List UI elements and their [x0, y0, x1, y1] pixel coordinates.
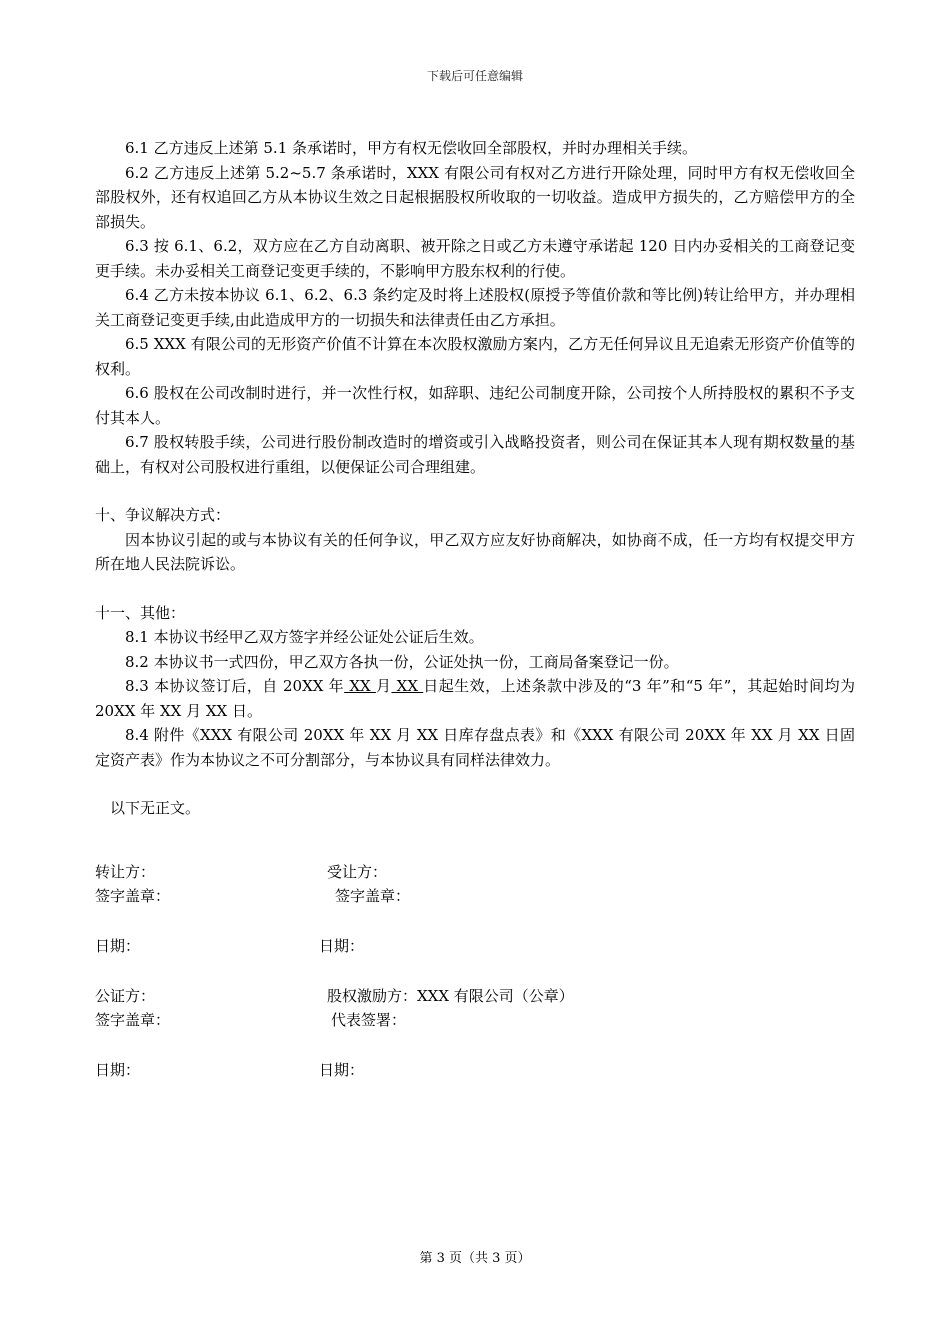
- incentive-party-label: 股权激励方：XXX 有限公司（公章）: [327, 987, 574, 1005]
- notary-date: 日期：: [95, 1061, 141, 1079]
- clause-6-3: 6.3 按 6.1、6.2，双方应在乙方自动离职、被开除之日或乙方未遵守承诺起 120 日内办妥相关的工商登记变更手续。未办妥相关工商登记变更手续的，不影响甲方股东权利的行使。: [95, 237, 855, 280]
- clause-8-2: 8.2 本协议书一式四份，甲乙双方各执一份，公证处执一份，工商局备案登记一份。: [125, 652, 679, 671]
- transferee-date: 日期：: [319, 937, 365, 955]
- clause-6-2: 6.2 乙方违反上述第 5.2~5.7 条承诺时，XXX 有限公司有权对乙方进行开除处理，同时甲方有权无偿收回全部股权外，还有权追回乙方从本协议生效之日起根据股权所收取的一切收益。造成甲方损失的，乙方赔偿甲方的全部损失。: [95, 163, 855, 231]
- notary-sign-seal: 签字盖章：: [95, 1011, 171, 1029]
- transferee-label: 受让方：: [327, 863, 388, 881]
- day-blank: XX: [391, 677, 424, 695]
- section-10-heading: 十、争议解决方式：: [95, 506, 231, 524]
- representative-signature: 代表签署：: [331, 1011, 407, 1029]
- clause-8-3: 8.3 本协议签订后，自 20XX 年 XX 月 XX 日起生效，上述条款中涉及的“3 年”和“5 年”，其起始时间均为 20XX 年 XX 月 XX 日。: [95, 677, 855, 720]
- clause-6-7: 6.7 股权转股手续，公司进行股份制改造时的增资或引入战略投资者，则公司在保证其本人现有期权数量的基础上，有权对公司股权进行重组，以便保证公司合理组建。: [95, 433, 855, 476]
- signature-dates: [95, 1058, 855, 1088]
- clause-6-4: 6.4 乙方未按本协议 6.1、6.2、6.3 条约定及时将上述股权(原授予等值价款和等比例)转让给甲方，并办理相关工商登记变更手续,由此造成甲方的一切损失和法律责任由乙方承担。: [95, 286, 855, 329]
- transferor-label: 转让方：: [95, 863, 156, 881]
- section-11-heading: 十一、其他：: [95, 603, 186, 622]
- clause-6-6: 6.6 股权在公司改制时进行，并一次性行权，如辞职、违纪公司制度开除，公司按个人所持股权的累积不予支付其本人。: [95, 384, 855, 427]
- clause-10-text: 因本协议引起的或与本协议有关的任何争议，甲乙双方应友好协商解决，如协商不成，任一方均有权提交甲方所在地人民法院诉讼。: [95, 530, 855, 573]
- clause-6-1: 6.1 乙方违反上述第 5.1 条承诺时，甲方有权无偿收回全部股权，并时办理相关手续。: [125, 139, 698, 157]
- clause-8-1: 8.1 本协议书经甲乙双方签字并经公证处公证后生效。: [125, 628, 484, 646]
- clause-8-4: 8.4 附件《XXX 有限公司 20XX 年 XX 月 XX 日库存盘点表》和《XXX 有限公司 20XX 年 XX 月 XX 日固定资产表》作为本协议之不可分割部分，与本协议具有同样法律效力。: [95, 726, 855, 769]
- end-of-text-note: 以下无正文。: [110, 799, 201, 817]
- transferor-date: 日期：: [95, 937, 141, 955]
- notary-label: 公证方：: [95, 987, 156, 1005]
- page-footer: 第 3 页（共 3 页）: [419, 1251, 531, 1266]
- page-header: 下载后可任意编辑: [426, 69, 523, 83]
- transferee-sign-seal: 签字盖章：: [335, 887, 411, 905]
- signature-block: [95, 860, 855, 1060]
- document-body: [95, 136, 855, 821]
- clause-6-5: 6.5 XXX 有限公司的无形资产价值不计算在本次股权激励方案内，乙方无任何异议且无追索无形资产价值等的权利。: [95, 335, 855, 378]
- incentive-party-date: 日期：: [319, 1061, 365, 1079]
- transferor-sign-seal: 签字盖章：: [95, 887, 171, 905]
- month-blank: XX: [344, 677, 376, 695]
